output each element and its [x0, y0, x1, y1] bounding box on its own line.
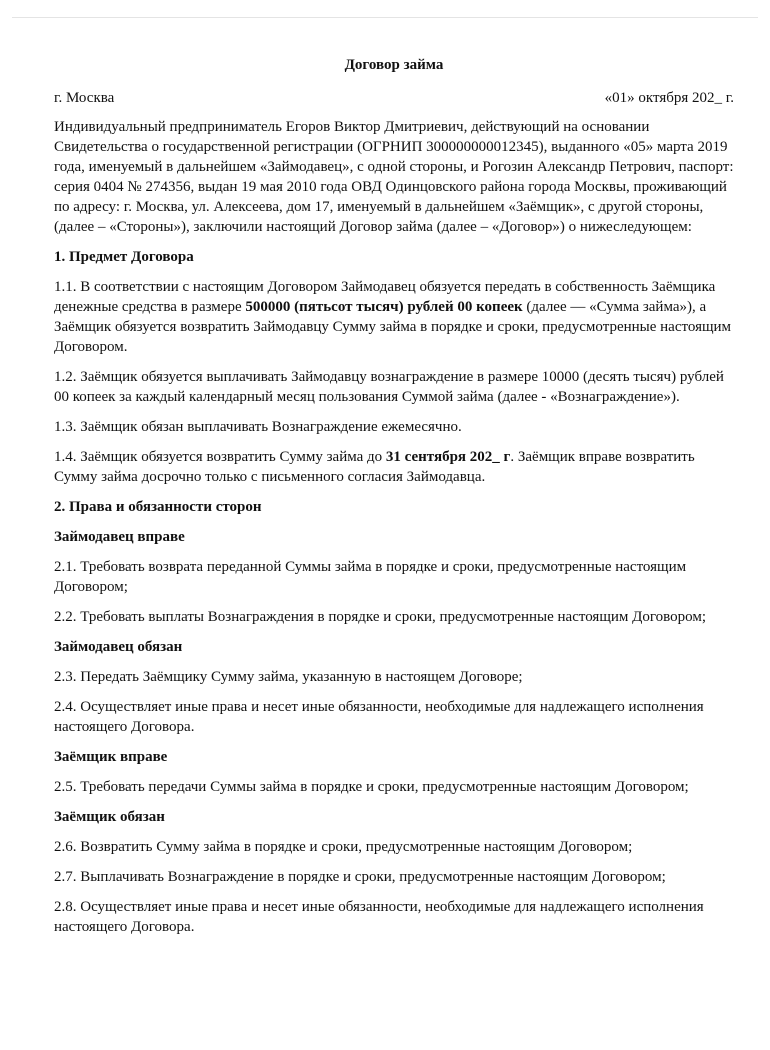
city-date-line [54, 88, 734, 108]
loan-amount: 500000 (пятьсот тысяч) рублей 00 копеек [245, 299, 523, 315]
clause-2-3: 2.3. Передать Заёмщику Сумму займа, указанную в настоящем Договоре; [54, 669, 523, 685]
clause-2-4: 2.4. Осуществляет иные права и несет иные обязанности, необходимые для надлежащего исполнения настоящего Договора. [54, 699, 704, 735]
clause-2-2: 2.2. Требовать выплаты Вознаграждения в порядке и сроки, предусмотренные настоящим Договором; [54, 609, 707, 625]
clause-1-4 [54, 447, 734, 487]
clause-1-1-text-end: (далее — «Сумма займа»), а Заёмщик обязуется возвратить Займодавцу Сумму займа в порядке и сроки, предусмотренные настоящим Договором. [54, 299, 732, 355]
clause-1-4-text-start: 1.4. Заёмщик обязуется возвратить Сумму займа до [54, 449, 386, 465]
contract-city: г. Москва [54, 90, 115, 106]
clause-1-3: 1.3. Заёмщик обязан выплачивать Вознаграждение ежемесячно. [54, 419, 462, 435]
repayment-date: 31 сентября 202_ г [385, 449, 511, 465]
preamble-paragraph: Индивидуальный предприниматель Егоров Виктор Дмитриевич, действующий на основании Свидетельства о государственной регистрации (ОГРНИП 300000000012345), выданного «05» марта 2019 года, именуемый в дальнейшем «Займодавец», с одной стороны, и Рогозин Александр Петрович, паспорт: серия 0404 № 274356, выдан 19 мая 2010 года ОВД Одинцовского района города Москвы, проживающий по адресу: г. Москва, ул. Алексеева, дом 17, именуемый в дальнейшем «Заёмщик», с другой стороны, (далее – «Стороны»), заключили настоящий Договор займа (далее – «Договор») о нижеследующем: [54, 119, 734, 235]
clause-1-1-text-start: 1.1. В соответствии с настоящим Договором Займодавец обязуется передать в собственность Заёмщика денежные средства в размере [54, 279, 716, 315]
section-1-heading: 1. Предмет Договора [54, 249, 194, 265]
page-top-rule [12, 17, 758, 18]
document-page [54, 55, 734, 947]
clause-2-6: 2.6. Возвратить Сумму займа в порядке и сроки, предусмотренные настоящим Договором; [54, 839, 633, 855]
borrower-rights-heading: Заёмщик вправе [54, 749, 168, 765]
document-title: Договор займа [344, 57, 444, 73]
clause-2-8: 2.8. Осуществляет иные права и несет иные обязанности, необходимые для надлежащего исполнения настоящего Договора. [54, 899, 704, 935]
clause-1-2: 1.2. Заёмщик обязуется выплачивать Займодавцу вознаграждение в размере 10000 (десять тысяч) рублей 00 копеек за каждый календарный месяц пользования Суммой займа (далее - «Вознаграждение»). [54, 369, 724, 405]
clause-2-1: 2.1. Требовать возврата переданной Суммы займа в порядке и сроки, предусмотренные настоящим Договором; [54, 559, 687, 595]
clause-1-1 [54, 277, 734, 357]
borrower-duties-heading: Заёмщик обязан [54, 809, 165, 825]
lender-rights-heading: Займодавец вправе [54, 529, 185, 545]
clause-2-5: 2.5. Требовать передачи Суммы займа в порядке и сроки, предусмотренные настоящим Договором; [54, 779, 689, 795]
clause-1-4-text-end: . Заёмщик вправе возвратить Сумму займа досрочно только с письменного согласия Займодавца. [54, 449, 695, 485]
section-2-heading: 2. Права и обязанности сторон [54, 499, 262, 515]
clause-2-7: 2.7. Выплачивать Вознаграждение в порядке и сроки, предусмотренные настоящим Договором; [54, 869, 666, 885]
lender-duties-heading: Займодавец обязан [54, 639, 183, 655]
contract-date: «01» октября 202_ г. [604, 90, 734, 106]
